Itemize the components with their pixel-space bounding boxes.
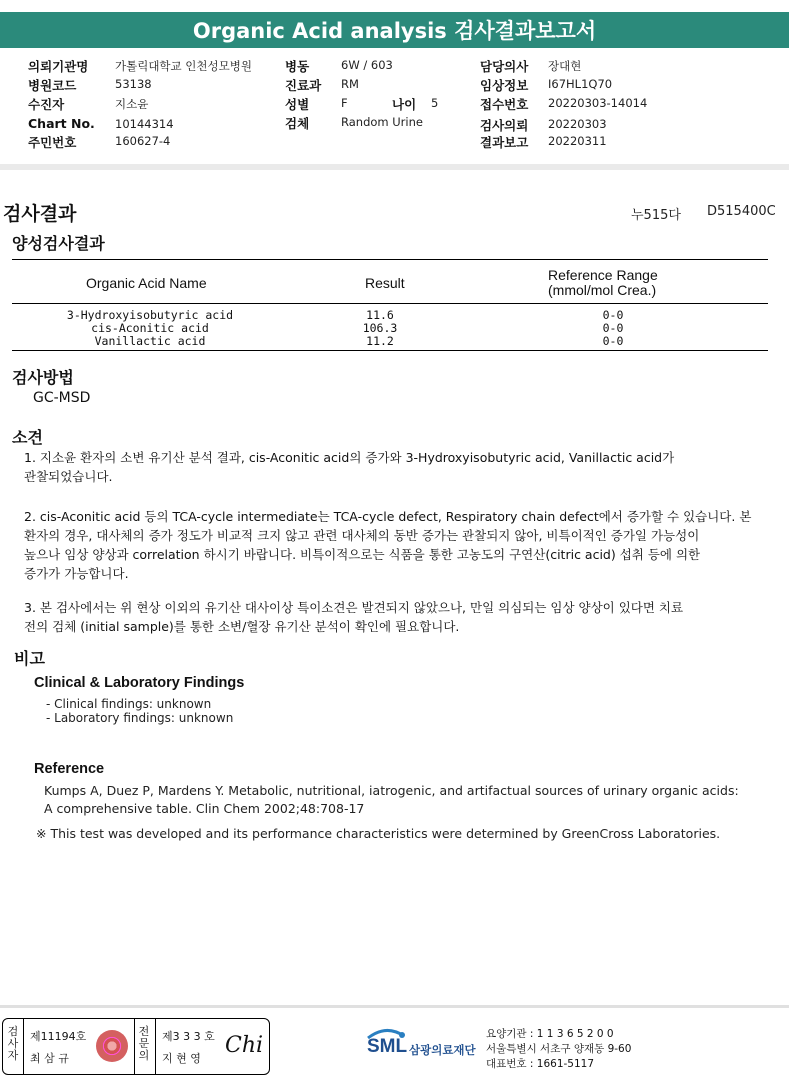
reference-line-2: A comprehensive table. Clin Chem 2002;48:708-17 xyxy=(44,801,365,816)
value-ward: 6W / 603 xyxy=(341,58,393,72)
label-department: 진료과 xyxy=(285,78,322,93)
label-sex: 성별 xyxy=(285,97,310,112)
acid-name-cell: 3-Hydroxyisobutyric acid xyxy=(66,308,234,322)
tester-vertical-label xyxy=(7,1026,19,1062)
finding-paragraph-1 xyxy=(24,448,674,486)
organization-info xyxy=(486,1027,631,1072)
findings-title: 소견 xyxy=(12,428,43,447)
remarks-title: 비고 xyxy=(14,649,45,668)
finding-paragraph-2 xyxy=(24,507,751,583)
label-hospital-code: 병원코드 xyxy=(28,78,77,93)
separator xyxy=(155,1019,156,1074)
label-request-date: 검사의뢰 xyxy=(480,118,529,133)
label-report-date: 결과보고 xyxy=(480,135,529,150)
approver-name: 지 현 영 xyxy=(162,1052,201,1065)
result-code-korean: 누515다 xyxy=(631,208,681,223)
value-resident-no: 160627-4 xyxy=(115,134,171,148)
clinical-findings-heading: Clinical & Laboratory Findings xyxy=(34,675,245,691)
vertical-char: 문 xyxy=(138,1037,150,1050)
sml-logo-text: SML xyxy=(367,1036,408,1057)
reference-cell: 0-0 xyxy=(602,308,624,322)
disclaimer-note: ※ This test was developed and its performance characteristics were determined by GreenCross Laboratories. xyxy=(36,826,721,841)
method-title: 검사방법 xyxy=(12,368,74,387)
approver-signature: Chi xyxy=(225,1033,264,1058)
organization-name: 삼광의료재단 xyxy=(409,1043,476,1057)
value-request-date: 20220303 xyxy=(548,117,607,131)
label-patient: 수진자 xyxy=(28,97,65,112)
results-section-title: 검사결과 xyxy=(3,203,77,225)
col-header-reference-range xyxy=(548,268,658,298)
vertical-char: 검 xyxy=(7,1025,19,1038)
report-title: Organic Acid analysis 검사결과보고서 xyxy=(0,12,789,48)
vertical-char: 전 xyxy=(138,1025,150,1038)
value-requesting-institution: 가톨릭대학교 인천성모병원 xyxy=(115,59,252,73)
tester-seal-icon xyxy=(96,1030,128,1062)
result-code: D515400C xyxy=(707,204,776,219)
approver-vertical-label xyxy=(138,1026,150,1062)
signature-box xyxy=(2,1018,270,1075)
org-info-line: 서울특별시 서초구 양재동 9-60 xyxy=(486,1043,632,1055)
footer-divider xyxy=(0,1005,789,1008)
value-chart-no: 10144314 xyxy=(115,117,174,131)
col-header-acid-name: Organic Acid Name xyxy=(86,275,207,291)
patient-info-panel xyxy=(0,48,789,170)
value-sex: F xyxy=(341,96,348,110)
value-hospital-code: 53138 xyxy=(115,77,152,91)
result-cell: 106.3 xyxy=(362,321,398,335)
label-clinical-info: 임상정보 xyxy=(480,78,529,93)
label-age: 나이 xyxy=(392,97,417,112)
vertical-char: 자 xyxy=(7,1049,19,1062)
finding-line: 높으나 임상 양상과 correlation 하시기 바랍니다. 비특이적으로는 식품을 통한 고농도의 구연산(citric acid) 섭취 등에 의한 xyxy=(24,547,701,562)
separator xyxy=(134,1019,135,1074)
reference-cell: 0-0 xyxy=(602,334,624,348)
result-cell: 11.2 xyxy=(366,334,394,348)
acid-name-cell: Vanillactic acid xyxy=(94,334,206,348)
value-age: 5 xyxy=(431,96,439,110)
approver-license-no: 제3 3 3 호 xyxy=(162,1030,215,1043)
finding-line: 환자의 경우, 대사체의 증가 정도가 비교적 크지 않고 관련 대사체의 동반 증가는 관찰되지 않아, 비특이적인 증가일 가능성이 xyxy=(24,528,700,543)
clinical-findings-item: - Clinical findings: unknown xyxy=(46,697,212,711)
finding-line: 2. cis-Aconitic acid 등의 TCA-cycle intermediate는 TCA-cycle defect, Respiratory chain defect에서 증가할 수 있습니다. 본 xyxy=(24,509,752,524)
col-header-result: Result xyxy=(365,275,405,291)
label-physician: 담당의사 xyxy=(480,59,529,74)
value-clinical-info: I67HL1Q70 xyxy=(548,77,613,91)
org-info-line: 대표번호 : 1661-5117 xyxy=(486,1058,595,1070)
tester-license-no: 제11194호 xyxy=(30,1030,87,1043)
value-patient: 지소윤 xyxy=(115,97,149,111)
vertical-char: 의 xyxy=(138,1049,150,1062)
reference-range-label: Reference Range xyxy=(548,267,658,283)
value-specimen: Random Urine xyxy=(341,115,423,129)
label-chart-no: Chart No. xyxy=(28,116,95,131)
acid-name-cell: cis-Aconitic acid xyxy=(91,321,209,335)
result-cell: 11.6 xyxy=(366,308,394,322)
reference-cell: 0-0 xyxy=(602,321,624,335)
table-header-rule xyxy=(12,303,768,304)
value-physician: 장대현 xyxy=(548,59,582,73)
positive-results-title: 양성검사결과 xyxy=(12,234,105,253)
label-specimen: 검체 xyxy=(285,116,310,131)
value-report-date: 20220311 xyxy=(548,134,607,148)
finding-line: 관찰되었습니다. xyxy=(24,469,113,484)
finding-line: 1. 지소윤 환자의 소변 유기산 분석 결과, cis-Aconitic acid의 증가와 3-Hydroxyisobutyric acid, Vanillactic acid가 xyxy=(24,450,675,465)
vertical-char: 사 xyxy=(7,1037,19,1050)
laboratory-findings-item: - Laboratory findings: unknown xyxy=(46,711,234,725)
method-value: GC-MSD xyxy=(33,390,91,406)
value-receipt-no: 20220303-14014 xyxy=(548,96,648,110)
label-resident-no: 주민번호 xyxy=(28,135,77,150)
label-requesting-institution: 의뢰기관명 xyxy=(28,59,89,74)
label-receipt-no: 접수번호 xyxy=(480,97,529,112)
table-top-rule xyxy=(12,259,768,260)
table-bottom-rule xyxy=(12,350,768,351)
reference-range-unit: (mmol/mol Crea.) xyxy=(548,282,657,298)
finding-line: 증가가 가능합니다. xyxy=(24,566,129,581)
reference-heading: Reference xyxy=(34,761,105,777)
value-department: RM xyxy=(341,77,359,91)
separator xyxy=(23,1019,24,1074)
reference-line-1: Kumps A, Duez P, Mardens Y. Metabolic, nutritional, iatrogenic, and artifactual sources of urinary organic acids: xyxy=(44,783,739,798)
finding-line: 3. 본 검사에서는 위 현상 이외의 유기산 대사이상 특이소견은 발견되지 않았으나, 만일 의심되는 임상 양상이 있다면 치료 xyxy=(24,600,684,615)
label-ward: 병동 xyxy=(285,59,310,74)
org-info-line: 요양기관 : 1 1 3 6 5 2 0 0 xyxy=(486,1028,614,1040)
tester-name: 최 삼 규 xyxy=(30,1052,69,1065)
finding-paragraph-3 xyxy=(24,598,683,636)
finding-line: 전의 검체 (initial sample)를 통한 소변/혈장 유기산 분석이 확인에 필요합니다. xyxy=(24,619,460,634)
